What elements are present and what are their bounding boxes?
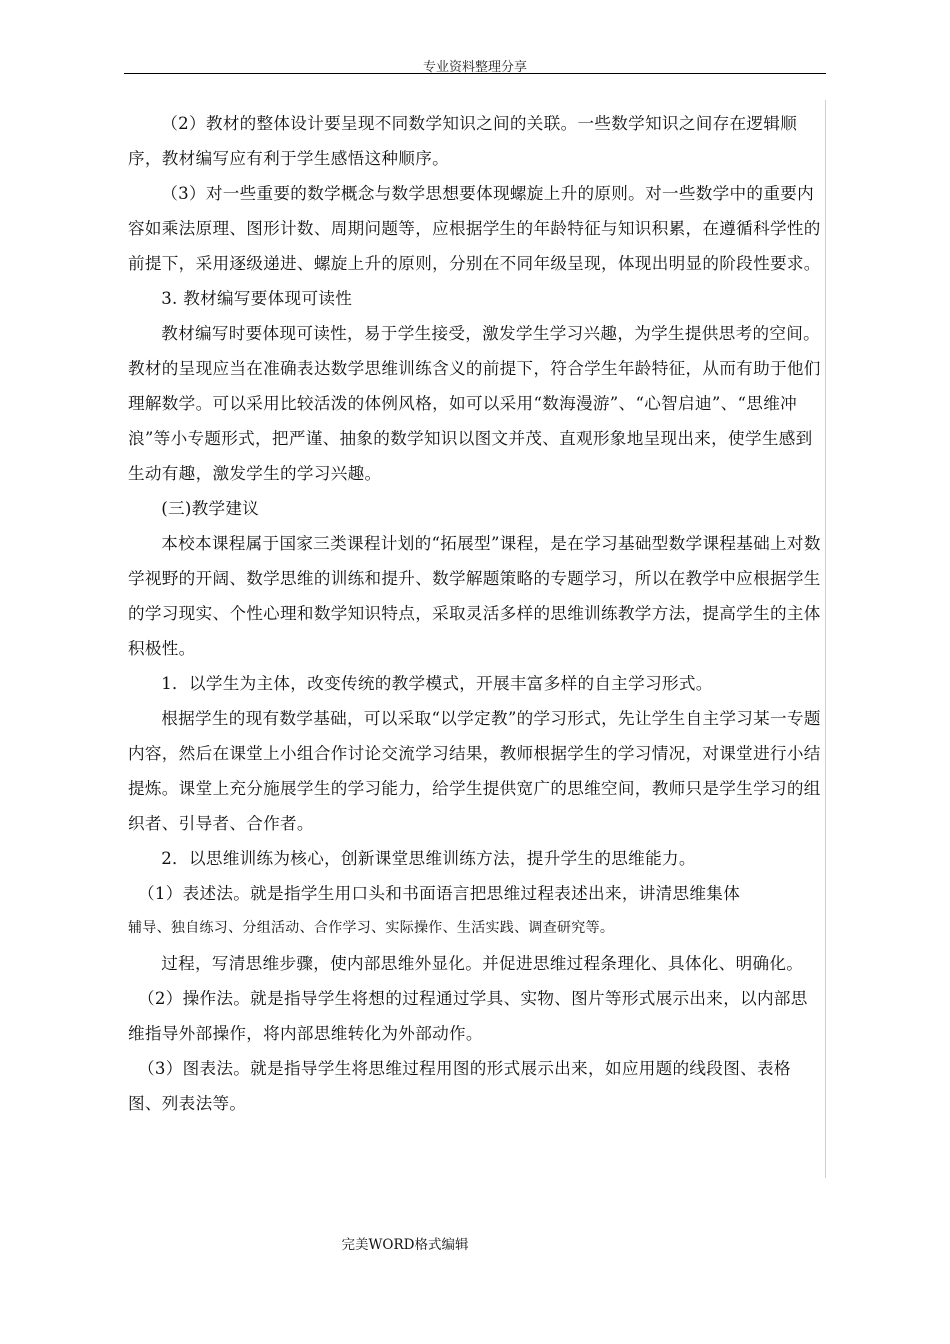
paragraph-2-design-relations: （2）教材的整体设计要呈现不同数学知识之间的关联。一些数学知识之间存在逻辑顺序，教材编写应有利于学生感悟这种顺序。 (128, 114, 798, 168)
paragraph-expression-continued: 过程，写清思维步骤，使内部思维外显化。并促进思维过程条理化、具体化、明确化。 (161, 954, 804, 973)
paragraph-diagram-method: （3）图表法。就是指导学生将思维过程用图的形式展示出来，如应用题的线段图、表格图、列表法等。 (128, 1059, 791, 1113)
heading-readability: 3. 教材编写要体现可读性 (161, 289, 353, 308)
paragraph-student-centered: 根据学生的现有数学基础，可以采取“以学定教”的学习形式，先让学生自主学习某一专题内容，然后在课堂上小组合作讨论交流学习结果，教师根据学生的学习情况，对课堂进行小结提炼。课堂上充分施展学生的学习能力，给学生提供宽广的思维空间，教师只是学生学习的组织者、引导者、合作者。 (128, 709, 821, 833)
heading-student-centered: 1．以学生为主体，改变传统的教学模式，开展丰富多样的自主学习形式。 (161, 674, 713, 693)
page-header: 专业资料整理分享 (422, 60, 527, 75)
paragraph-operation-method: （2）操作法。就是指导学生将想的过程通过学具、实物、图片等形式展示出来，以内部思维指导外部操作，将内部思维转化为外部动作。 (128, 989, 808, 1043)
paragraph-course-intro: 本校本课程属于国家三类课程计划的“拓展型”课程，是在学习基础型数学课程基础上对数学视野的开阔、数学思维的训练和提升、数学解题策略的专题学习，所以在教学中应根据学生的学习现实、个性心理和数学知识特点，采取灵活多样的思维训练教学方法，提高学生的主体积极性。 (128, 534, 821, 658)
paragraph-activity-list: 辅导、独自练习、分组活动、合作学习、实际操作、生活实践、调查研究等。 (128, 920, 615, 936)
heading-teaching-suggestions: (三)教学建议 (161, 499, 260, 518)
page-footer: 完美WORD格式编辑 (341, 1237, 469, 1253)
paragraph-readability: 教材编写时要体现可读性，易于学生接受，激发学生学习兴趣，为学生提供思考的空间。教材的呈现应当在准确表达数学思维训练含义的前提下，符合学生年龄特征，从而有助于他们理解数学。可以采用比较活泼的体例风格，如可以采用“数海漫游”、“心智启迪”、“思维冲浪”等小专题形式，把严谨、抽象的数学知识以图文并茂、直观形象地呈现出来，使学生感到生动有趣，激发学生的学习兴趣。 (128, 324, 821, 483)
header-rule (124, 73, 826, 74)
heading-thinking-training: 2．以思维训练为核心，创新课堂思维训练方法，提升学生的思维能力。 (161, 849, 696, 868)
document-body (128, 106, 824, 1121)
paragraph-3-spiral-principle: （3）对一些重要的数学概念与数学思想要体现螺旋上升的原则。对一些数学中的重要内容如乘法原理、图形计数、周期问题等，应根据学生的年龄特征与知识积累，在遵循科学性的前提下，采用逐级递进、螺旋上升的原则，分别在不同年级呈现，体现出明显的阶段性要求。 (128, 184, 821, 273)
margin-rule (825, 100, 826, 1178)
paragraph-expression-method: （1）表述法。就是指学生用口头和书面语言把思维过程表述出来，讲清思维集体 (137, 884, 741, 903)
